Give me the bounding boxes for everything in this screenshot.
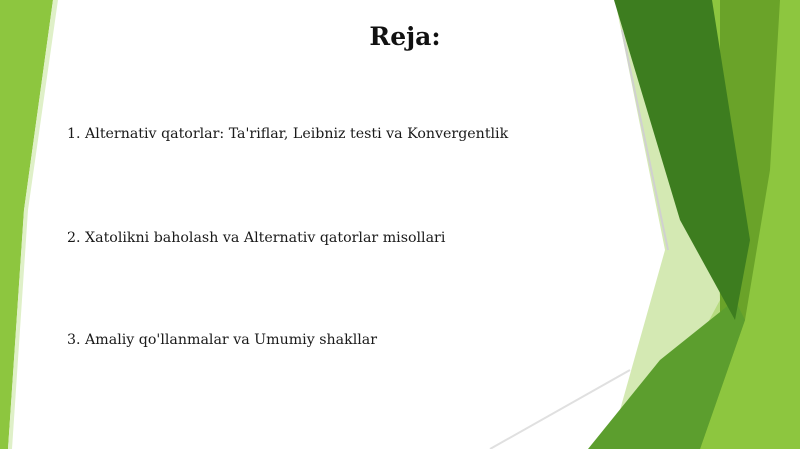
plan-item-3: 3. Amaliy qo'llanmalar va Umumiy shakllar — [67, 332, 378, 348]
plan-item-1: 1. Alternativ qatorlar: Ta'riflar, Leibniz testi va Konvergentlik — [67, 126, 509, 142]
slide-title: Reja: — [369, 22, 441, 51]
plan-item-2: 2. Xatolikni baholash va Alternativ qatorlar misollari — [67, 230, 446, 246]
